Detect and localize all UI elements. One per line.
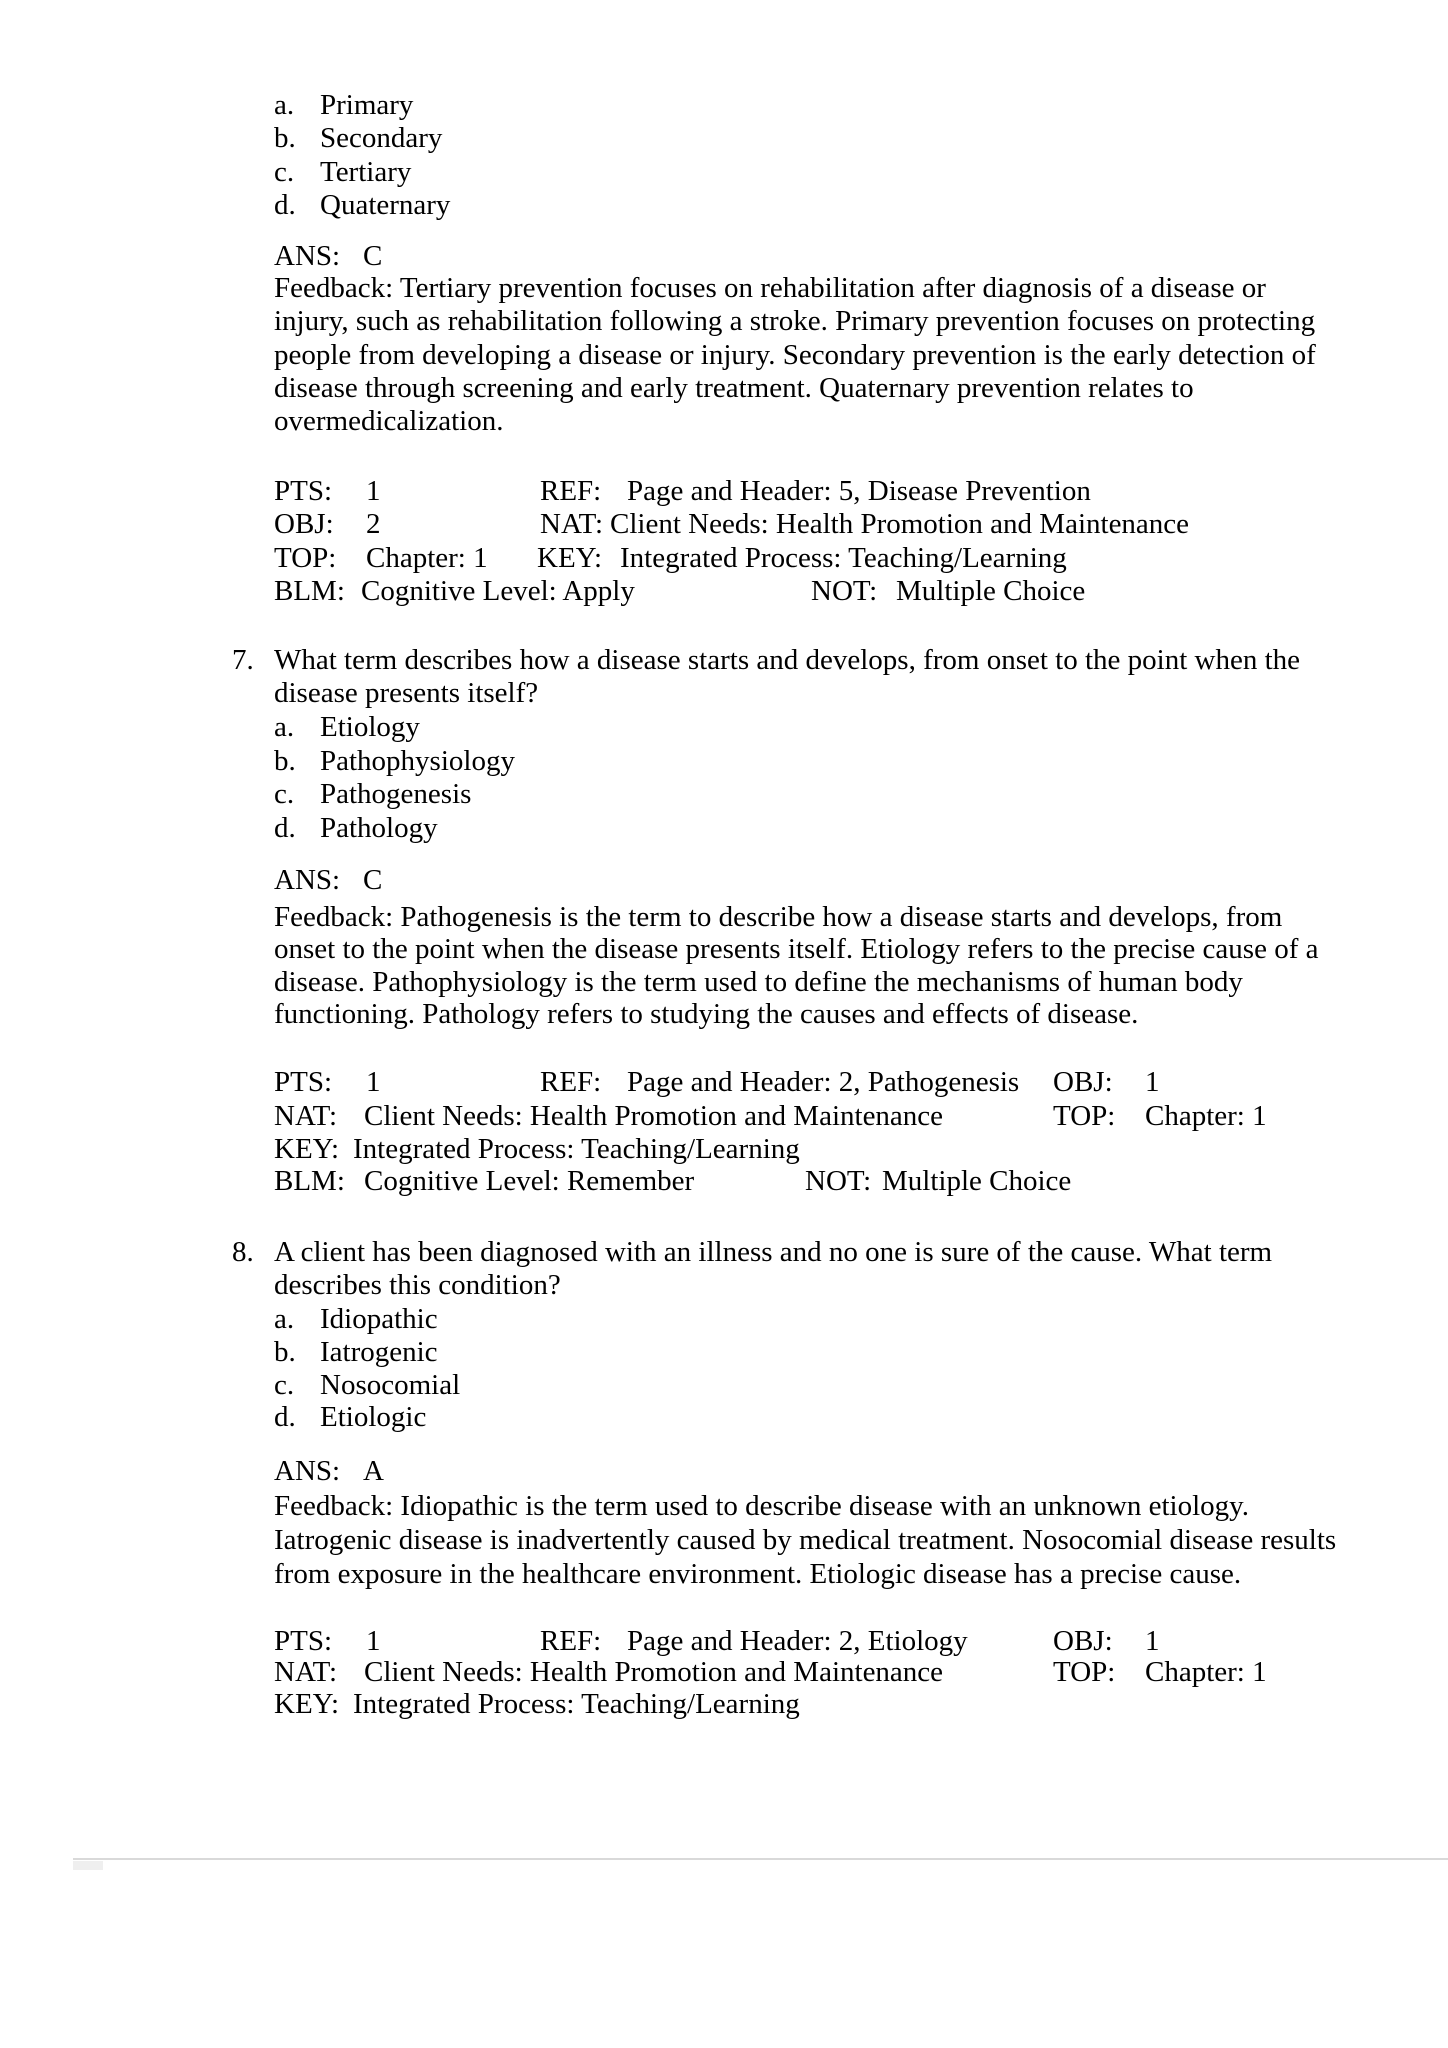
feedback-line: overmedicalization.: [274, 405, 504, 437]
meta-label-blm: BLM:: [274, 575, 345, 607]
question-stem-line: What term describes how a disease starts and develops, from onset to the point when the: [274, 644, 1301, 676]
meta-value-blm: Cognitive Level: Remember: [364, 1165, 695, 1197]
question-number: 8.: [232, 1236, 254, 1268]
option-text: Tertiary: [320, 156, 412, 188]
meta-label-nat: NAT:: [274, 1100, 337, 1132]
answer-label: ANS:: [274, 1455, 341, 1487]
answer-label: ANS:: [274, 240, 341, 272]
option-letter: b.: [274, 1336, 296, 1368]
option-letter: a.: [274, 89, 295, 121]
meta-label-obj: OBJ:: [1053, 1066, 1113, 1098]
meta-value-not: Multiple Choice: [896, 575, 1086, 607]
meta-label-key: KEY:: [274, 1133, 339, 1165]
meta-label-pts: PTS:: [274, 1066, 333, 1098]
meta-value-nat: Client Needs: Health Promotion and Maintenance: [364, 1656, 944, 1688]
option-letter: b.: [274, 745, 296, 777]
meta-label-ref: REF:: [540, 1625, 602, 1657]
answer-letter: A: [363, 1455, 384, 1487]
meta-label-obj: OBJ:: [274, 508, 334, 540]
meta-label-not: NOT:: [811, 575, 878, 607]
option-text: Etiology: [320, 711, 420, 743]
meta-label-pts: PTS:: [274, 475, 333, 507]
option-letter: b.: [274, 122, 296, 154]
answer-label: ANS:: [274, 864, 341, 896]
option-letter: d.: [274, 189, 296, 221]
answer-letter: C: [363, 864, 383, 896]
option-text: Iatrogenic: [320, 1336, 438, 1368]
meta-label-ref: REF:: [540, 1066, 602, 1098]
feedback-line: functioning. Pathology refers to studying the causes and effects of disease.: [274, 998, 1139, 1030]
meta-value-pts: 1: [366, 1066, 381, 1098]
page-break-line: [73, 1858, 1448, 1860]
feedback-line: onset to the point when the disease presents itself. Etiology refers to the precise cause of a: [274, 933, 1319, 965]
question-stem-line: A client has been diagnosed with an illness and no one is sure of the cause. What term: [274, 1236, 1273, 1268]
option-letter: a.: [274, 711, 295, 743]
meta-label-top: TOP:: [1053, 1100, 1116, 1132]
next-page-corner: [73, 1861, 103, 1870]
meta-label-key: KEY:: [274, 1688, 339, 1720]
meta-value-blm: Cognitive Level: Apply: [361, 575, 635, 607]
meta-value-pts: 1: [366, 1625, 381, 1657]
meta-value-ref: Page and Header: 2, Etiology: [627, 1625, 968, 1657]
meta-value-ref: Page and Header: 5, Disease Prevention: [627, 475, 1091, 507]
option-letter: c.: [274, 156, 295, 188]
question-number: 7.: [232, 644, 254, 676]
meta-label-top: TOP:: [1053, 1656, 1116, 1688]
feedback-line: disease. Pathophysiology is the term used to define the mechanisms of human body: [274, 966, 1243, 998]
meta-value-obj: 1: [1145, 1625, 1160, 1657]
feedback-line: disease through screening and early treatment. Quaternary prevention relates to: [274, 372, 1194, 404]
meta-value-obj: 2: [366, 508, 381, 540]
meta-label-ref: REF:: [540, 475, 602, 507]
option-letter: c.: [274, 778, 295, 810]
feedback-line: Feedback: Idiopathic is the term used to describe disease with an unknown etiology.: [274, 1490, 1250, 1522]
meta-value-not: Multiple Choice: [882, 1165, 1072, 1197]
option-text: Nosocomial: [320, 1369, 461, 1401]
option-text: Etiologic: [320, 1401, 427, 1433]
meta-label-blm: BLM:: [274, 1165, 345, 1197]
meta-value-top: Chapter: 1: [1145, 1656, 1267, 1688]
option-text: Secondary: [320, 122, 443, 154]
meta-label-pts: PTS:: [274, 1625, 333, 1657]
feedback-line: injury, such as rehabilitation following a stroke. Primary prevention focuses on protecting: [274, 305, 1316, 337]
option-text: Pathogenesis: [320, 778, 472, 810]
feedback-line: Feedback: Tertiary prevention focuses on rehabilitation after diagnosis of a disease or: [274, 272, 1266, 304]
meta-value-ref: Page and Header: 2, Pathogenesis: [627, 1066, 1020, 1098]
option-text: Quaternary: [320, 189, 451, 221]
meta-value-key: Integrated Process: Teaching/Learning: [353, 1688, 800, 1720]
option-text: Pathophysiology: [320, 745, 515, 777]
option-letter: a.: [274, 1303, 295, 1335]
meta-value-top: Chapter: 1: [1145, 1100, 1267, 1132]
meta-value-key: Integrated Process: Teaching/Learning: [353, 1133, 800, 1165]
option-letter: d.: [274, 1401, 296, 1433]
answer-letter: C: [363, 240, 383, 272]
option-text: Primary: [320, 89, 414, 121]
meta-value-obj: 1: [1145, 1066, 1160, 1098]
meta-value-nat: Client Needs: Health Promotion and Maintenance: [610, 508, 1190, 540]
meta-label-key: KEY:: [537, 542, 602, 574]
meta-label-obj: OBJ:: [1053, 1625, 1113, 1657]
meta-value-key: Integrated Process: Teaching/Learning: [620, 542, 1067, 574]
meta-value-top: Chapter: 1: [366, 542, 488, 574]
feedback-line: people from developing a disease or injury. Secondary prevention is the early detection of: [274, 339, 1316, 371]
option-text: Pathology: [320, 812, 438, 844]
meta-label-nat: NAT:: [274, 1656, 337, 1688]
option-letter: c.: [274, 1369, 295, 1401]
option-text: Idiopathic: [320, 1303, 438, 1335]
meta-value-nat: Client Needs: Health Promotion and Maintenance: [364, 1100, 944, 1132]
question-stem-line: describes this condition?: [274, 1269, 561, 1301]
meta-label-not: NOT:: [805, 1165, 872, 1197]
meta-label-nat: NAT:: [540, 508, 603, 540]
feedback-line: Iatrogenic disease is inadvertently caused by medical treatment. Nosocomial disease results: [274, 1524, 1337, 1556]
feedback-line: from exposure in the healthcare environment. Etiologic disease has a precise cause.: [274, 1558, 1242, 1590]
question-stem-line: disease presents itself?: [274, 677, 539, 709]
meta-value-pts: 1: [366, 475, 381, 507]
feedback-line: Feedback: Pathogenesis is the term to describe how a disease starts and develops, from: [274, 901, 1283, 933]
option-letter: d.: [274, 812, 296, 844]
meta-label-top: TOP:: [274, 542, 337, 574]
